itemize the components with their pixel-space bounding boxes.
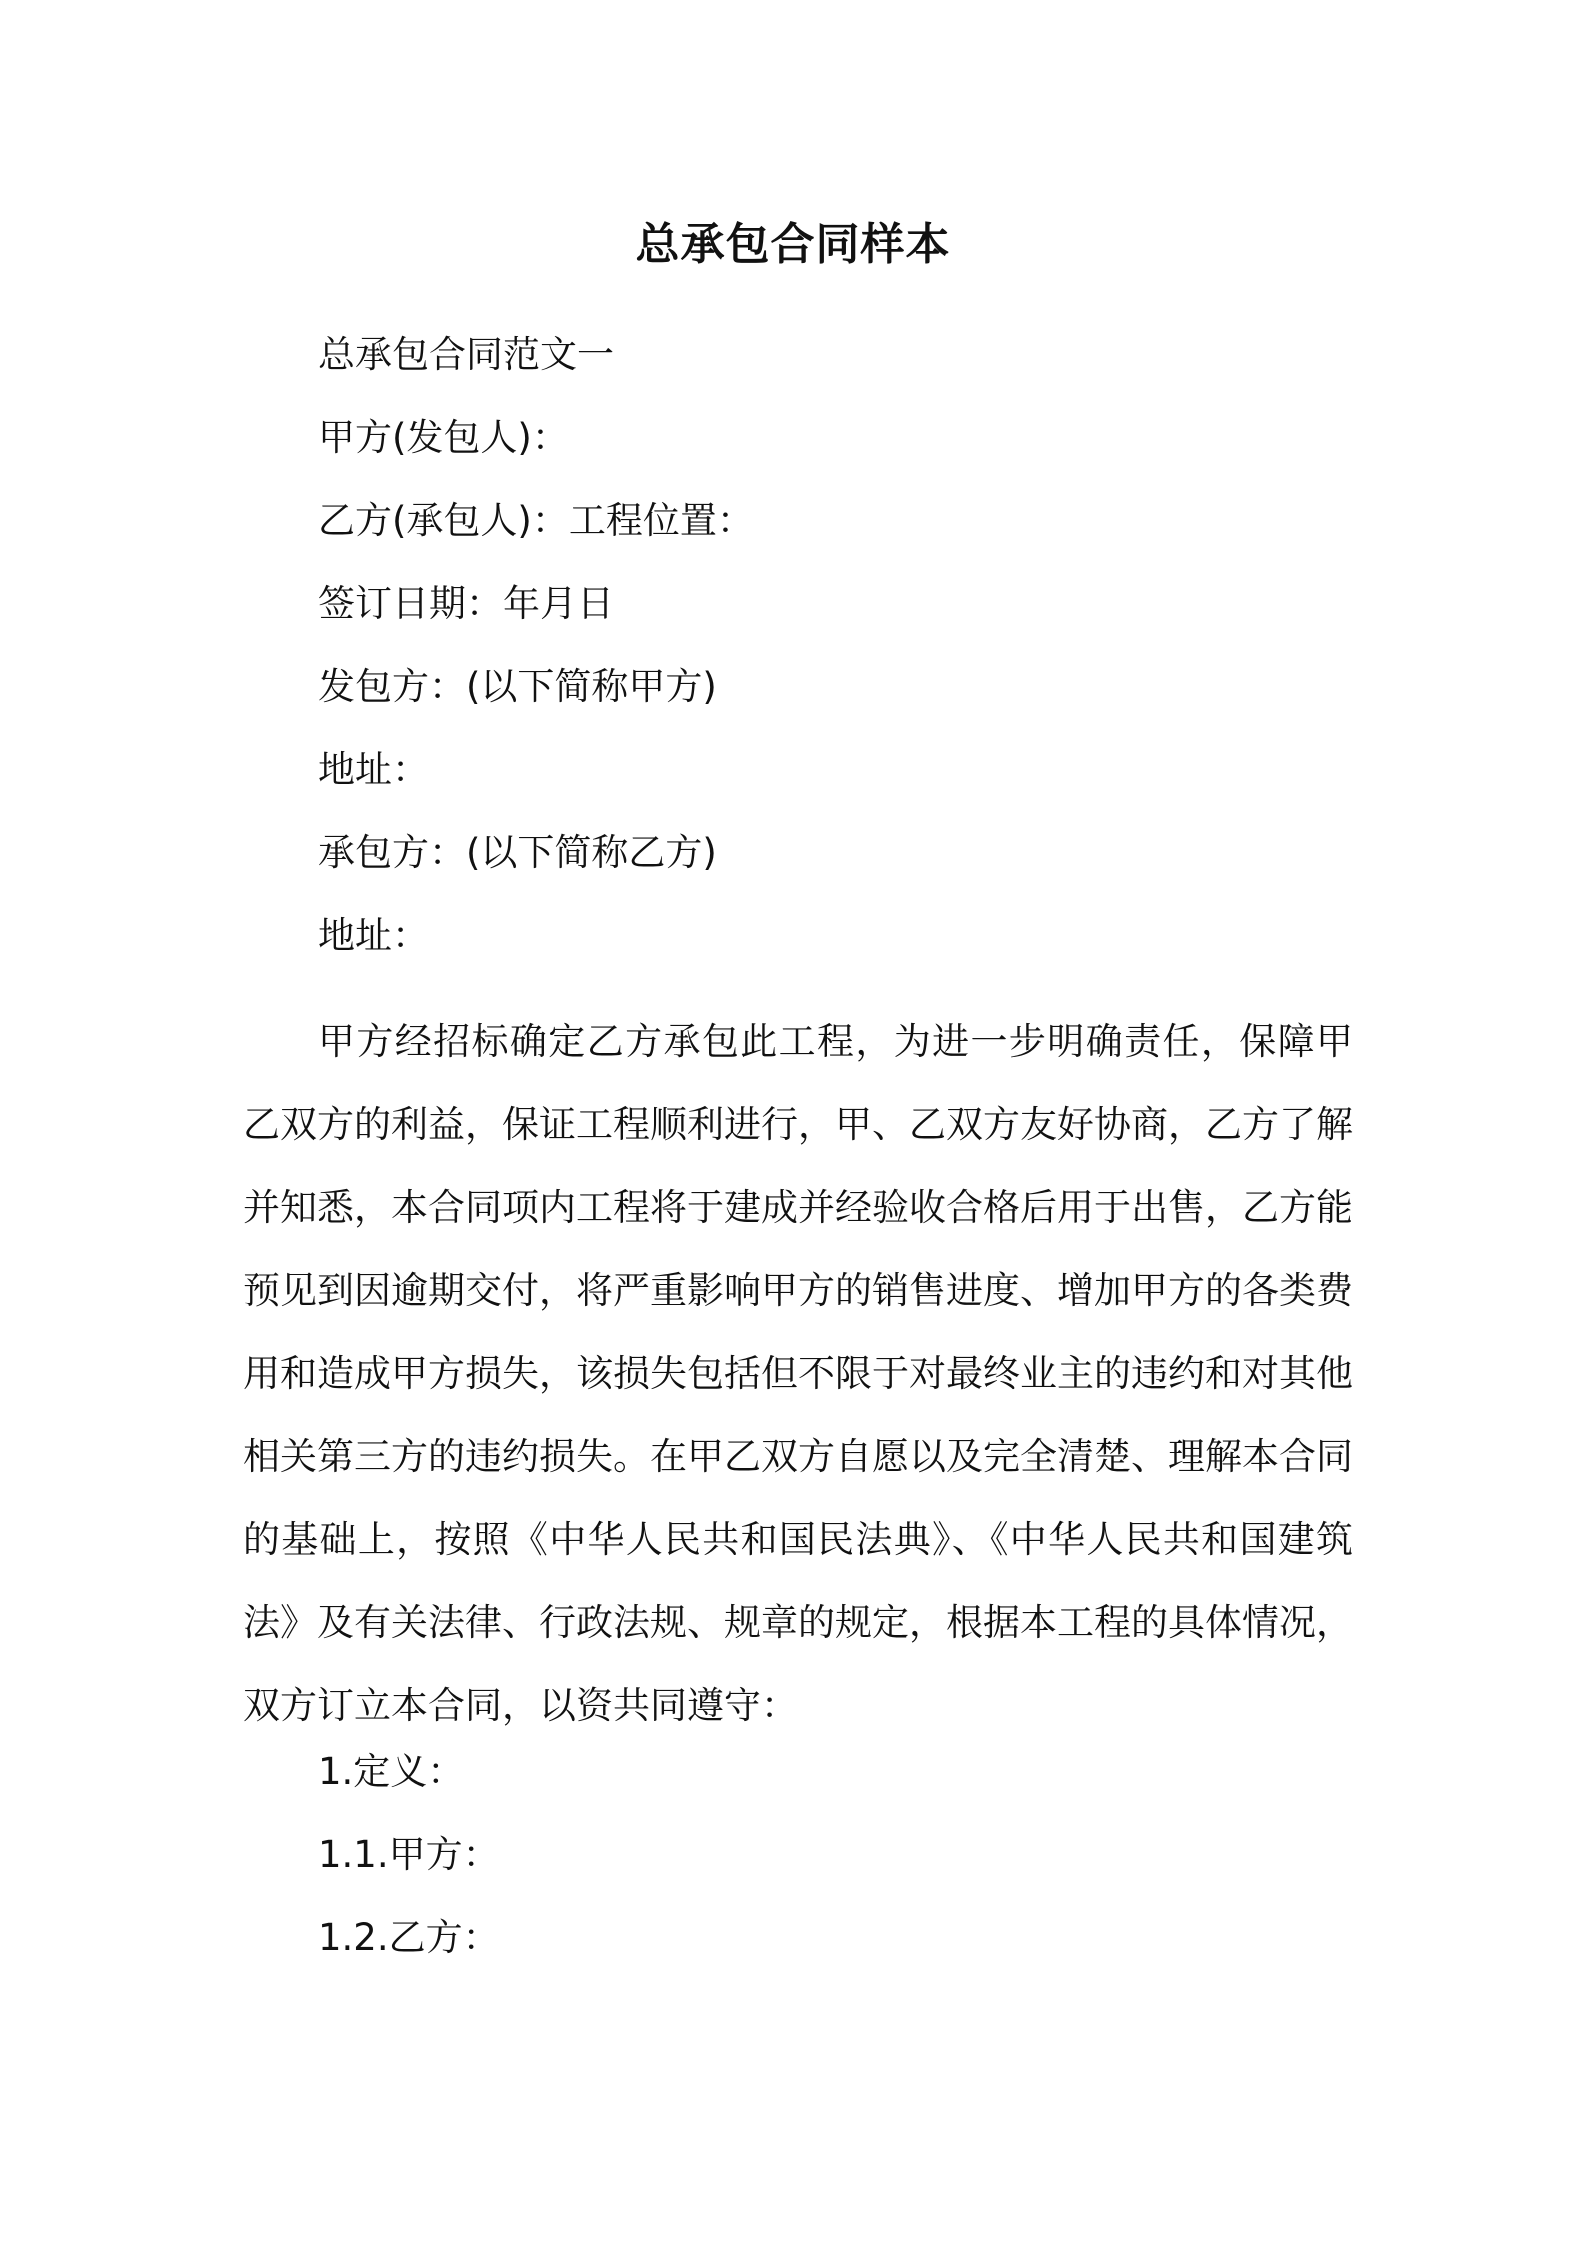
clause-1: 1.定义： [318,1750,465,1793]
clause-1-1: 1.1.甲方： [318,1833,500,1876]
clause-1-2: 1.2.乙方： [318,1916,500,1959]
body-paragraph: 甲方经招标确定乙方承包此工程，为进一步明确责任，保障甲乙双方的利益，保证工程顺利进行，甲、乙双方友好协商，乙方了解并知悉，本合同项内工程将于建成并经验收合格后用于出售，乙方能预见到因逾期交付，将严重影响甲方的销售进度、增加甲方的各类费用和造成甲方损失，该损失包括但不限于对最终业主的违约和对其他相关第三方的违约损失。在甲乙双方自愿以及完全清楚、理解本合同的基础上，按照《中华人民共和国民法典》、《中华人民共和国建筑法》及有关法律、行政法规、规章的规定，根据本工程的具体情况，双方订立本合同，以资共同遵守： [243,1020,1353,1727]
signing-date-line: 签订日期：年月日 [318,582,614,625]
employer-line: 发包方：(以下简称甲方) [318,665,717,708]
contract-subtitle: 总承包合同范文一 [318,333,614,376]
party-a-line: 甲方(发包人)： [318,416,569,459]
contractor-line: 承包方：(以下简称乙方) [318,831,717,874]
contractor-address-line: 地址： [318,914,429,957]
document-title: 总承包合同样本 [635,219,951,270]
party-b-location-line: 乙方(承包人)：工程位置： [318,499,754,542]
employer-address-line: 地址： [318,748,429,791]
